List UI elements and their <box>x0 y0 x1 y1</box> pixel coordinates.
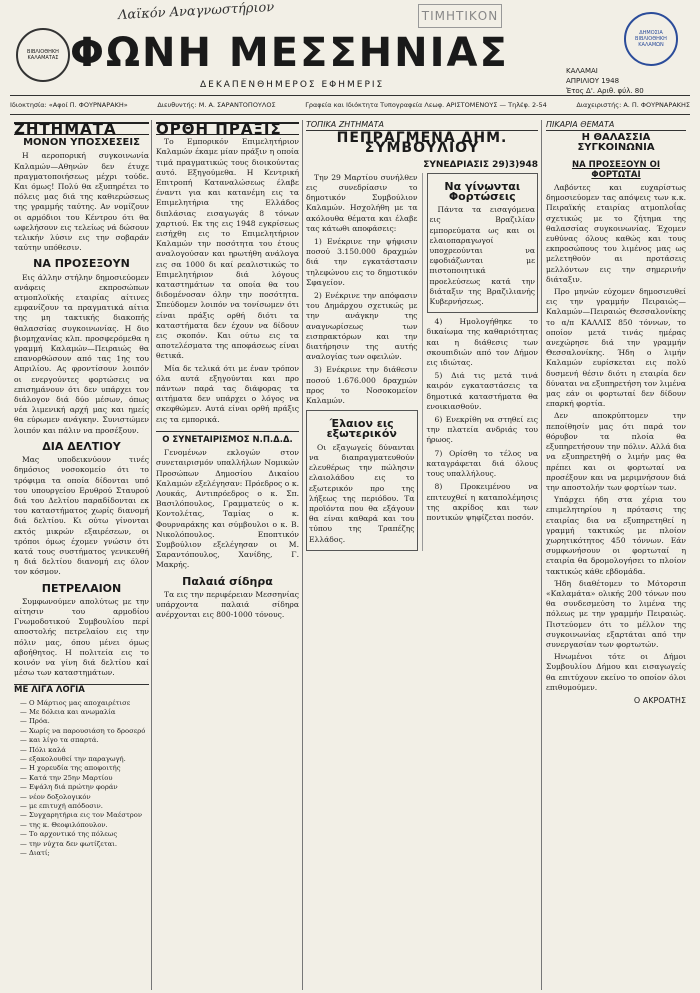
article-paragraph: Εις άλλην στήλην δημοσιεύομεν ανάφεις εκπροσώπων ατμοπλοϊκής εταιρίας αίτινες εμφανίζουν τα πραγματικά αίτια της μη τακτικής διακοπής θαλασσίας συγκοινωνίας. Η διο βιομηχανίας κλπ. προσφερόμεθα η γραμμή Καλαμών—Πειραιώς θα επανορθώσουν από τας 1ης του Απριλίου. Ας φροντίσουν λοιπόν οι ενεργούντες φορτώσεις να επισημάνουν ότι δεν υπάρχει τον διάλογον διά δύο μέσων, όπως νέα λιμενική αρχή μας και ημείς θα εύρωμεν ανάγκην. Συνιστώμεν λοιπόν και πάλιν να προσέξουν. <box>14 272 149 435</box>
list-item: — Το αρχοντικό της πόλεως <box>20 830 118 839</box>
issue-info <box>566 66 646 96</box>
article-paragraph: 3) Ενέκρινε την διάθεσιν ποσού 1.676.000 δραχμών προς το Νοσοκομείον Καλαμών. <box>306 365 418 406</box>
list-item: — την νύχτα δεν φωτίζεται. <box>20 839 117 848</box>
list-item: — νέον δοξολογικόν <box>20 792 91 801</box>
short-notes-title: ΜΕ ΛΙΓΑ ΛΟΓΙΑ <box>14 684 149 695</box>
list-item: — Εψάλη διά πρώτην φοράν <box>20 783 118 792</box>
column-orthi-praxis <box>156 120 299 990</box>
list-item: — με επιτυχή απόδοσιν. <box>20 802 103 811</box>
olive-oil-box <box>306 410 418 550</box>
issue-place: ΚΑΛΑΜΑΙ <box>566 67 598 75</box>
section-heading: ΔΙΑ ΔΕΛΤΙΟΥ <box>42 439 121 453</box>
list-item: — και λίγο τα σπαρτά. <box>20 736 99 745</box>
shipments-box <box>427 173 539 313</box>
column-divider <box>541 120 542 990</box>
list-item: — Η χορευδία της αποφοιτής <box>20 764 121 773</box>
section-kicker: ΤΟΠΙΚΑ ΖΗΤΗΜΑΤΑ <box>306 120 538 131</box>
column-divider <box>151 120 152 990</box>
shipments-heading: Να γίνωνται Φορτώσεις <box>444 179 521 204</box>
section-kicker: ΠΙΚΑΡΙΑ ΘΕΜΑΤΑ <box>546 120 686 131</box>
offices-text: Γραφεία και Ιδιόκτητα Τυπογραφεία Λεωφ. ΑΡΙΣΤΟΜΕΝΟΥΣ — Τηλέφ. 2-54 <box>305 101 547 109</box>
article-paragraph: Την 29 Μαρτίου συνήλθεν εις συνεδρίασιν το δημοτικόν Συμβούλιον Καλαμών. Ησχολήθη με τα ακόλουθα θέματα και έλαβε τας κάτωθι αποφάσεις: <box>306 172 418 233</box>
article-paragraph: Υπάρχει ήδη στα χέρια του επιμελητηρίου η πρότασις της εταιρίας δια να εξυπηρετηθεί η γραμμή τακτικώς με πλοίον χωρητικότητος 450 τόννων. Εάν συμφωνήσουν οι φορτωταί η εταιρία θα δρομολογήσει το πλοίον τακτικώς κάθε εβδομάδα. <box>546 495 686 576</box>
zitimata-heading: ΖΗΤΗΜΑΤΑ <box>14 122 149 135</box>
list-item: — της κ. Θεοφιλόπουλον. <box>20 820 108 829</box>
section-heading: Ο ΣΥΝΕΤΑΙΡΙΣΜΟΣ Ν.Π.Δ.Δ. <box>156 431 299 445</box>
column-divider <box>302 120 303 990</box>
author-signature: Ο ΑΚΡΟΑΤΗΣ <box>633 695 686 705</box>
section-heading: ΠΕΤΡΕΛΑΙΟΝ <box>41 581 122 595</box>
director-text: Διευθυντής: Μ. Α. ΣΑΡΑΝΤΟΠΟΥΛΟΣ <box>157 101 276 109</box>
article-paragraph: 2) Ενέκρινε την απόφασιν του Δημάρχου σχετικώς με την ανάγκην της αναγνωρίσεως των εισπρακτόρων και την διατήρησιν της αυτής αναλογίας των οφειλών. <box>306 291 418 362</box>
issue-number: Έτος Δ'. Αριθ. φύλ. 80 <box>566 87 644 95</box>
list-item: — Κατά την 25ην Μαρτίου <box>20 773 113 782</box>
library-seal-left: ΒΙΒΛΙΟΘΗΚΗ ΚΑΛΑΜΑΤΑΣ <box>16 28 70 82</box>
article-paragraph: Συμφωνούμεν απολύτως με την αίτησιν του αρμοδίου Γνωμοδοτικού Συμβουλίου περί αποστολής πετρελαίου εις την πόλιν μας, όπου μένει όμως αβοήθητος. Η πολιτεία εις το κοινόν να γίνη διά δελτίου καί μέσω των καταστημάτων. <box>14 596 149 678</box>
article-paragraph: 8) Προκειμένου να επιτευχθεί η καταπολέμησις της ακρίδος και των ποντικών ψηφίζεται ποσόν. <box>426 482 538 522</box>
newspaper-masthead: ΦΩΝΗ ΜΕΣΣΗΝΙΑΣ <box>70 30 509 76</box>
olive-oil-heading: Έλαιον εις εξωτερικόν <box>326 417 397 441</box>
article-paragraph: Ηνωμένοι τότε οι Δήμοι Συμβουλίου Δήμου και εισαγωγείς θα επιτύχουν εκείνο το οποίον όλοι επιθυμούμεν. <box>546 652 686 692</box>
shipping-subheading: ΝΑ ΠΡΟΣΕΞΟΥΝ ΟΙ ΦΟΡΤΩΤΑΙ <box>571 159 661 180</box>
article-paragraph: Η αεροπορική συγκοινωνία Καλαμών—Αθηνών δεν έτυχε πραγματοποιήσεως μέχρι τούδε. Και όμως! Πολύ θα εξυπηρέτει το πόλεις μας διά της καθιερώσεως της γραμμής ταύτης. Αν νομίζουν οι αρμόδιοι του Κέντρου ότι θα ωφελήσουν εις τελείως νά δώσουν τελικήν λύσιν εις την σοβαράν ταύτην υπόθεσιν. <box>14 151 149 253</box>
article-paragraph: Οι εξαγωγείς δύνανται να διαπραγματευθούν ελευθέρως την πώλησιν ελαιολάδου εις το εξωτερικόν προ της λήξεως της περιόδου. Τα προϊόντα που θα εξάγουν θα είναι καθαρά και του τύπου της Τραπέζης Ελλάδος. <box>309 442 415 544</box>
column-dimotiko-symvoulio <box>306 120 538 990</box>
article-paragraph: 4) Ημολογήθηκε το δικαίωμα της καθαριότητας και η διάθεσις των σκουπιδιών από τον Δήμον εις ιδιώτας. <box>426 317 538 368</box>
orthi-praxis-heading: ΟΡΘΗ ΠΡΑΞΙΣ <box>156 122 299 135</box>
article-paragraph: Τα εις την περιφέρειαν Μεσσηνίας υπάρχοντα παλαιά σίδηρα ανέρχονται εις 800-1000 τόνους. <box>156 589 299 620</box>
council-heading: ΠΕΠΡΑΓΜΕΝΑ ΔΗΜ. ΣΥΜΒΟΥΛΙΟΥ <box>336 130 508 157</box>
list-item: — Πρόα. <box>20 717 50 726</box>
article-paragraph: Γενομένων εκλογών στον συνεταιρισμόν υπαλλήλων Νομικών Προσώπων Δημοσίου Δικαίου Καλαμών εξελέγησαν: Πρόεδρος ο κ. Λουκάς, Αντιπρόεδρος ο κ. Σπ. Βασιλόπουλος, Γραμματεύς ο κ. Κοντολέτας, Ταμίας ο κ. Φουρναράκης και σύμβουλοι ο κ. Β. Νικολόπουλος. Εποπτικόν Συμβούλιον εξελέγησαν οι Μ. Σαραντόπουλος, Χανίδης, Γ. Μακρής. <box>156 448 299 570</box>
section-heading: ΜΟΝΟΝ ΥΠΟΣΧΕΣΕΙΣ <box>23 137 140 149</box>
list-item: — Χωρίς να παρουσιάση το δροσερό <box>20 726 146 735</box>
article-paragraph: 7) Ορίσθη το τέλος να καταγράφεται διά όλους τους υπαλλήλους. <box>426 448 538 479</box>
list-item: — Με δόλεια και ανωμαλία <box>20 707 116 716</box>
article-paragraph: Μας υποδεικνύουν τινές δημόσιος νοσοκομείο ότι το τρόφιμα τα οποία δίδονται υπό του υπουργείου Ερυθρού Σταυρού διά του Δελτίου παραδίδονται εκ του καταστήματος χωρίς διανομή διά δελτίου. Κι ούτω γίνονται εκτός μικρών εξαιρέσεων, οι τρόποι όμως έχομεν γνώσιν ότι κατά τους συστήματος γενικευθή η διά δελτίου διανομή εις όλον τον κόσμον. <box>14 455 149 577</box>
list-item: — εξακολουθεί την παραγωγή. <box>20 755 126 763</box>
list-item: — Διατί; <box>20 849 50 858</box>
article-paragraph: Προ μηνών εύχομεν δημοσιευθεί εις την γραμμήν Πειραιώς—Καλαμών—Πειραιώς Θεσσαλονίκης το α/π ΚΑΛΛΙΣ 850 τόννων, το οποίον μετά τινάς ημέρας ανεχώρησε διά την γραμμήν Θεσσαλονίκης. Ήδη ο λιμήν Καλαμών ευρίσκεται εις πολύ δυσμενή θέσιν διότι η εταιρία δεν δύναται να εξυπηρετήση τον λιμένα μας εάν οι φορτωταί δεν δίδουν επαρκή φορτία. <box>546 287 686 409</box>
list-item: — Πόλι καλά <box>20 745 66 754</box>
section-heading: Παλαιά σίδηρα <box>182 574 273 588</box>
session-date: ΣΥΝΕΔΡΙΑΣΙΣ 29)3)948 <box>423 159 538 170</box>
section-heading: ΝΑ ΠΡΟΣΕΞΟΥΝ <box>33 257 130 271</box>
council-body <box>306 173 538 551</box>
article-paragraph: Λαβόντες και ευχαρίστως δημοσιεύομεν τας απόψεις των κ.κ. Πειραϊκής εταιρίας ατμοπλοΐας σχετικώς με το ζήτημα της θαλασσίας συγκοινωνίας. Έχομεν ευθύνας όλους καθώς και τους εκπροσώπους του λιμένος μας ως μελετηθούν αι προτάσεις μελλόντων εις την σημερινήν διάταξιν. <box>546 183 686 284</box>
article-paragraph: Πάντα τα εισαγόμενα εις Βραζιλίαν εμπορεύματα ως και οι ελαιοπαραγωγοί υποχρεούνται να εφοδιάζωνται με πιστοποιητικά προελεύσεως κατά την διάταξιν της Βραζιλιανής Κυβερνήσεως. <box>429 205 535 307</box>
handwritten-note: Λαϊκόν Αναγνωστήριον <box>117 0 275 24</box>
article-paragraph: 6) Ενεκρίθη να στηθεί εις την πλατεία ανδριάς του ήρωος. <box>426 415 538 445</box>
manager-text: Διαχειριστής: Α. Π. ΦΟΥΡΝΑΡΑΚΗΣ <box>576 101 690 109</box>
staff-info-bar <box>10 95 690 115</box>
column-zitimata <box>14 120 149 990</box>
article-paragraph: Μία δε τελικά ότι με έναν τρόπον όλα αυτά εξηγούνται και προ πάντων παρά τας διάφορας τα αιτήματα δεν υπάρχει ο λόγος να σκεφθώμεν. Αυτά είναι ορθή πράξις εις τα εμπορικά. <box>156 363 299 424</box>
owners-text: Ιδιοκτησία: «Αφοί Π. ΦΟΥΡΝΑΡΑΚΗ» <box>10 101 128 109</box>
article-paragraph: Το Εμπορικόν Επιμελητήριον Καλαμών έκαμε μίαν πράξιν η οποία τιμά πραγματικώς τους διοικούντας αυτό. Εξηγούμεθα. Η Κεντρική Επιτροπή Καταναλώσεως έλαβε έναντι για και κατανέμη εις τα Επιμελητήρια της Ελλάδος διπλάσιας εισαγωγάς 8 τόνων χαρτιού. Εκ της εις 1948 εγκρίσεως εισήχθη εις το Επιμελητήριον Καλαμών την ποσότητα του έτους αναλογούσαν και ηρωτήθη ανάλογα εις σα 1000 δι καί ρεαλιστικώς το Επιμελητήριον διά λόγους καταστημάτων τα οποία θα του διδομένοσαν όλην την ποσότητα. Σπεύδομεν λοιπόν να τονίσωμεν ότι είναι πράξις ορθή διότι τα καταστήματα δεν έχουν να δίδουν εις σκοπόν. Και ούτω εις τα αποτελέσματα της αποφάσεως είναι θετικά. <box>156 137 299 361</box>
issue-date: ΑΠΡΙΛΙΟΥ 1948 <box>566 77 620 85</box>
short-notes-list <box>20 699 149 859</box>
top-stamp: ΤΙΜΗΤΙΚΟΝ <box>418 4 502 28</box>
list-item: — Συγχαρητήρια εις τον Μαέστρον <box>20 811 142 820</box>
shipping-heading: Η ΘΑΛΑΣΣΙΑ ΣΥΓΚΟΙΝΩΝΙΑ <box>577 132 655 154</box>
list-item: — Ο Μάρτιος μας αποχαιρέτισε <box>20 698 131 707</box>
column-thalassia-sygkoinonia <box>546 120 686 990</box>
article-paragraph: 5) Διά τις μετά τινά καιρόν εγκαταστάσεις τα δημοτικά καταστήματα θα ενοικιασθούν. <box>426 371 538 411</box>
article-paragraph: 1) Ενέκρινε την ψήφισιν ποσού 3.150.000 δραχμών διά την εγκατάστασιν τηλεφώνου εις το δημοτικόν Σφαγείον. <box>306 237 418 287</box>
newspaper-subtitle: ΔΕΚΑΠΕΝΘΗΜΕΡΟΣ ΕΦΗΜΕΡΙΣ <box>200 80 385 90</box>
article-paragraph: Ήδη διαθέτομεν το Μότορσιπ «Καλαμάτα» ολικής 200 τόνων που θα συνδεσμεύση το λιμένα της πόλεως με την γραμμήν Πειραιώς. Πιστεύομεν ότι το μέλλον της συγκοινωνίας εξαρτάται από την συνεργασίαν των φορτωτών. <box>546 578 686 649</box>
library-seal-right: ΔΗΜΟΣΙΑ ΒΙΒΛΙΟΘΗΚΗ ΚΑΛΑΜΩΝ <box>624 12 678 66</box>
article-paragraph: Δεν αποκρύπτομεν την πεποίθησίν μας ότι παρά τον θόρυβον τα πλοία θα εξυπηρετήσουν την πόλιν. Αλλά δια να εξυπηρετηθή ο λιμήν μας θα πρέπει και οι φορτωταί να προσέξουν και να μεριμνήσουν διά την αποστολήν των φορτίων των. <box>546 411 686 492</box>
